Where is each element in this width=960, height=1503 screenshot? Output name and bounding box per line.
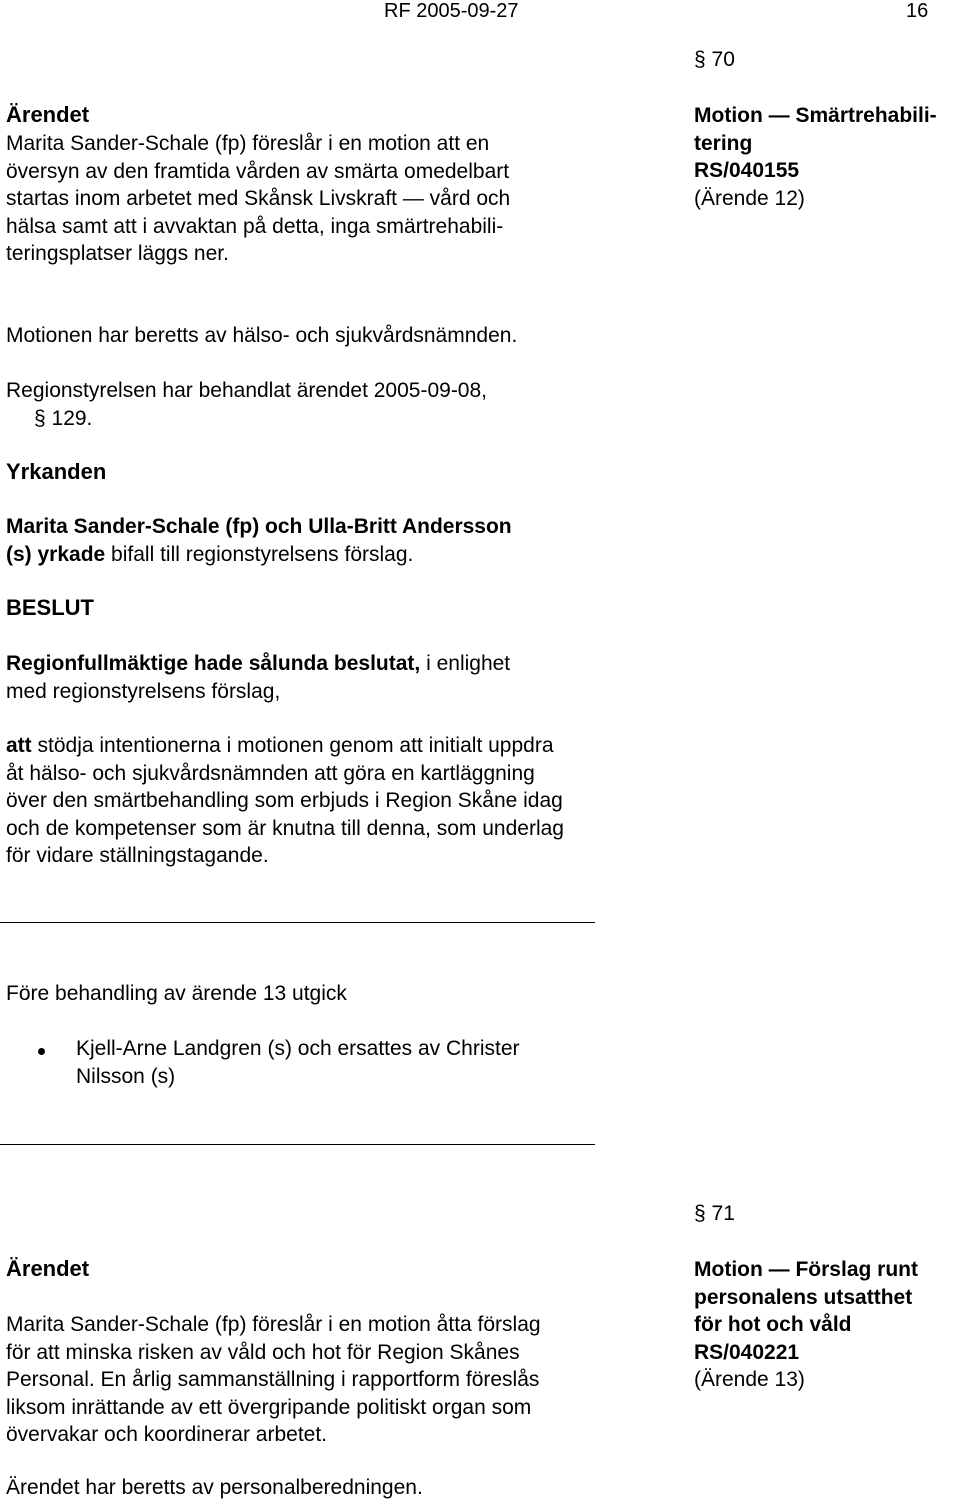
arendet-text-71 [6, 1311, 541, 1449]
paragraph-number-70: § 70 [694, 48, 735, 71]
page-number: 16 [906, 0, 929, 22]
text-line: § 129. [34, 406, 93, 430]
prepared-text-70: Motionen har beretts av hälso- och sjukvårdsnämnden. [6, 324, 518, 347]
case-ref-71: (Ärende 13) [694, 1368, 805, 1391]
heading-arendet: Ärendet [6, 102, 90, 127]
text-line: Kjell-Arne Landgren (s) och ersattes av Christer [76, 1037, 520, 1060]
text-line: Marita Sander-Schale (fp) föreslår i en motion åtta förslag [6, 1313, 541, 1336]
text-line: Marita Sander-Schale (fp) och Ulla-Britt Andersson [6, 515, 512, 538]
text-rest: stödja intentionerna i motionen genom att initialt uppdra [31, 734, 554, 757]
text-line: övervakar och koordinerar arbetet. [6, 1423, 327, 1446]
text-line: Regionstyrelsen har behandlat ärendet 2005-09-08, [6, 379, 488, 402]
text-line: Marita Sander-Schale (fp) föreslår i en motion att en [6, 132, 490, 155]
side-title-line: tering [694, 131, 753, 155]
page-header-date: RF 2005-09-27 [384, 0, 519, 22]
case-ref-70: (Ärende 12) [694, 187, 805, 210]
text-line: över den smärtbehandling som erbjuds i Region Skåne idag [6, 789, 563, 812]
text-line: teringsplatser läggs ner. [6, 242, 229, 265]
text-bold: Regionfullmäktige hade sålunda beslutat, [6, 652, 421, 675]
divider-rule [0, 1144, 595, 1145]
text-line: översyn av den framtida vården av smärta omedelbart [6, 159, 510, 183]
text-line: åt hälso- och sjukvårdsnämnden att göra en kartläggning [6, 761, 535, 785]
paragraph-number-71: § 71 [694, 1202, 735, 1225]
bullet-text [76, 1035, 520, 1090]
case-id: RS/040155 [694, 159, 800, 182]
text-rest: i enlighet [420, 652, 511, 675]
text-line: Personal. En årlig sammanställning i rapportform föreslås [6, 1368, 540, 1391]
arendet-text-70 [6, 130, 510, 268]
att-text [6, 732, 564, 870]
att-word: att [6, 734, 32, 757]
heading-yrkanden: Yrkanden [6, 459, 107, 484]
interlude-intro: Före behandling av ärende 13 utgick [6, 982, 347, 1005]
side-title-70 [694, 102, 937, 185]
prepared-text-71: Ärendet har beretts av personalberedningen. [6, 1476, 423, 1499]
heading-arendet: Ärendet [6, 1256, 90, 1281]
case-id: RS/040221 [694, 1340, 800, 1364]
text-line: startas inom arbetet med Skånsk Livskraft — vård och [6, 187, 511, 210]
text-line: liksom inrättande av ett övergripande politiskt organ som [6, 1395, 532, 1419]
side-title-line: personalens utsatthet [694, 1285, 913, 1309]
side-title-71 [694, 1256, 918, 1366]
text-line [6, 650, 510, 678]
divider-rule [0, 922, 595, 923]
bullet-icon [38, 1048, 45, 1055]
side-title-line: Motion — Smärtrehabili- [694, 104, 937, 127]
text-line: Nilsson (s) [76, 1064, 176, 1088]
text-line [6, 732, 564, 760]
text-bold: (s) yrkade [6, 542, 106, 566]
heading-beslut: BESLUT [6, 595, 94, 620]
rs-text-70 [6, 377, 487, 432]
text-line [6, 541, 512, 569]
side-title-line: Motion — Förslag runt [694, 1258, 918, 1281]
side-title-line: för hot och våld [694, 1313, 852, 1336]
text-rest: bifall till regionstyrelsens förslag. [105, 542, 414, 566]
text-line: med regionstyrelsens förslag, [6, 679, 281, 703]
text-line: för vidare ställningstagande. [6, 844, 269, 867]
text-line: hälsa samt att i avvaktan på detta, inga smärtrehabili- [6, 214, 504, 238]
text-line: för att minska risken av våld och hot för Region Skånes [6, 1340, 520, 1364]
yrkanden-text [6, 513, 512, 568]
beslut-text [6, 650, 510, 705]
text-line: och de kompetenser som är knutna till denna, som underlag [6, 816, 564, 840]
